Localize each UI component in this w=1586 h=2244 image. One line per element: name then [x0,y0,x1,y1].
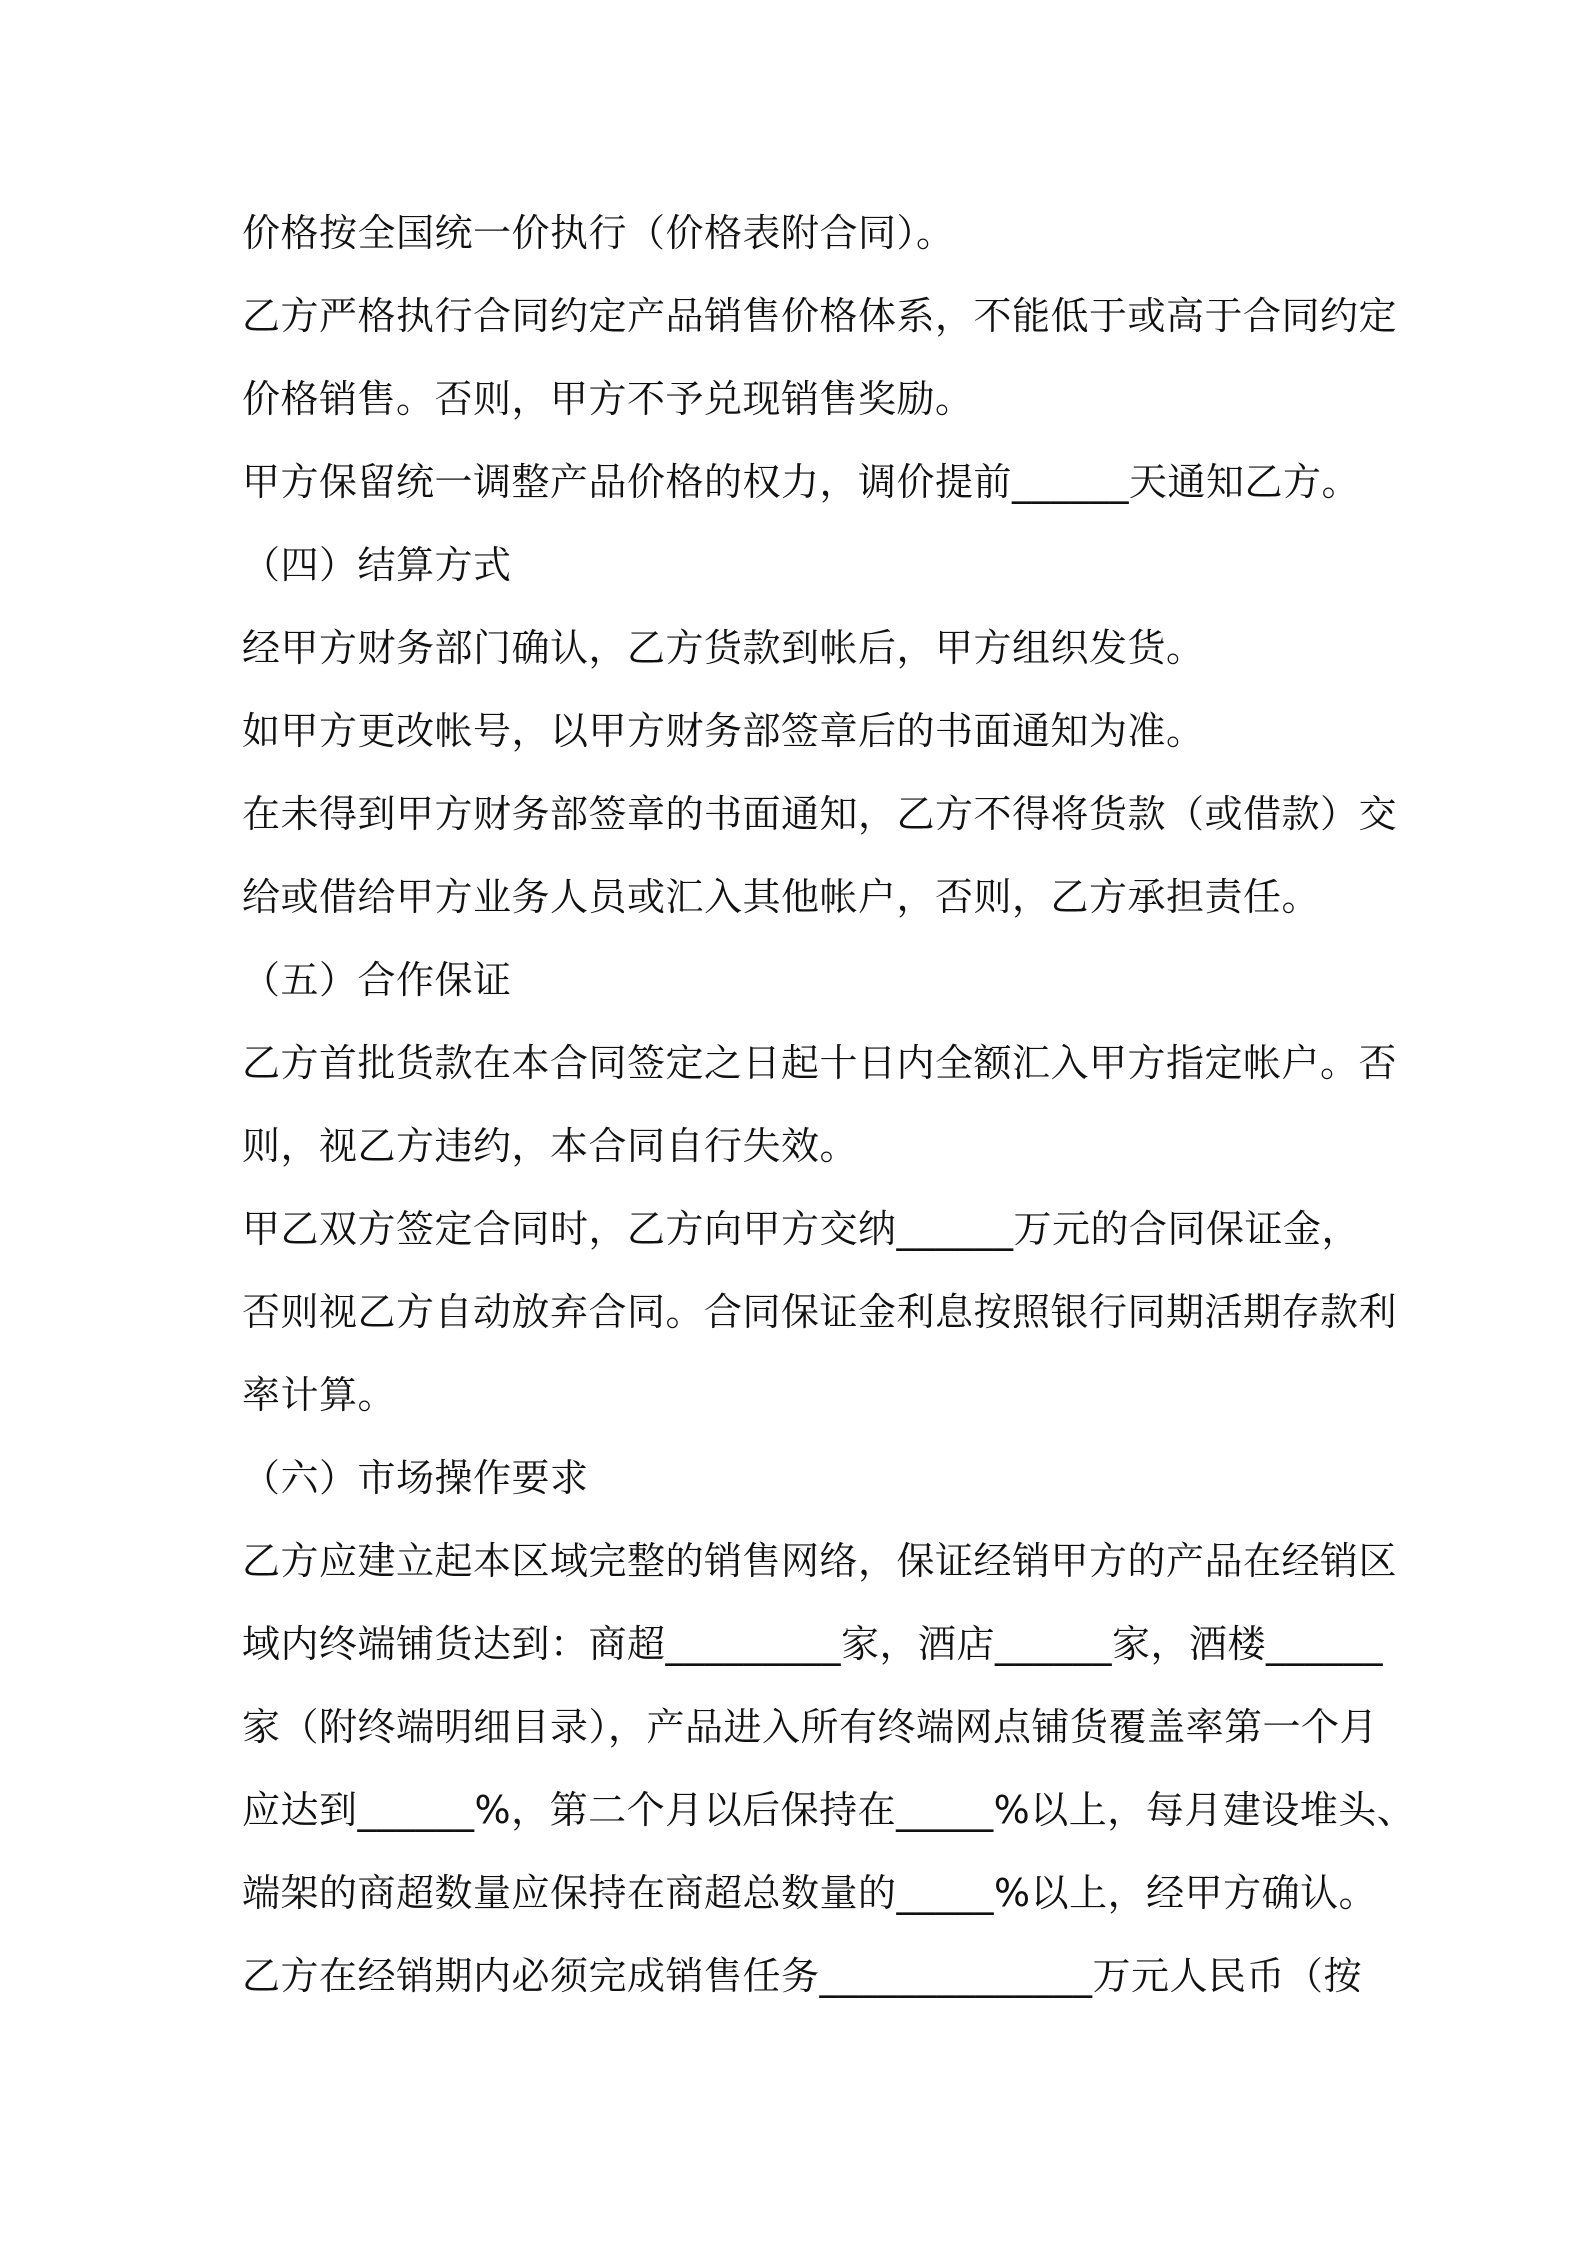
text-line-14: 否则视乙方自动放弃合同。合同保证金利息按照银行同期活期存款利 [242,1290,1398,1334]
text-line-12: 则，视乙方违约，本合同自行失效。 [242,1124,859,1168]
text-line-19: 家（附终端明细目录），产品进入所有终端网点铺货覆盖率第一个月 [242,1705,1379,1749]
text-line-22: 乙方在经销期内必须完成销售任务______________万元人民币（按 [242,1954,1363,1998]
text-line-1: 价格按全国统一价执行（价格表附合同）。 [242,211,955,255]
text-line-9: 给或借给甲方业务人员或汇入其他帐户，否则，乙方承担责任。 [242,875,1321,919]
text-line-20: 应达到______%，第二个月以后保持在_____%以上，每月建设堆头、 [242,1788,1416,1832]
text-line-7: 如甲方更改帐号，以甲方财务部签章后的书面通知为准。 [242,709,1205,753]
section-heading-5: （五）合作保证 [242,958,512,1002]
text-line-13: 甲乙双方签定合同时，乙方向甲方交纳______万元的合同保证金， [242,1207,1361,1251]
text-line-3: 价格销售。否则，甲方不予兑现销售奖励。 [242,377,974,421]
text-line-2: 乙方严格执行合同约定产品销售价格体系，不能低于或高于合同约定 [242,294,1398,338]
text-line-8: 在未得到甲方财务部签章的书面通知，乙方不得将货款（或借款）交 [242,792,1398,836]
section-heading-4: （四）结算方式 [242,543,512,587]
text-line-17: 乙方应建立起本区域完整的销售网络，保证经销甲方的产品在经销区 [242,1539,1398,1583]
text-line-15: 率计算。 [242,1373,397,1417]
text-line-4: 甲方保留统一调整产品价格的权力，调价提前______天通知乙方。 [242,460,1361,504]
text-line-18: 域内终端铺货达到：商超_________家，酒店______家，酒楼______ [242,1622,1384,1666]
text-line-6: 经甲方财务部门确认，乙方货款到帐后，甲方组织发货。 [242,626,1205,670]
section-heading-6: （六）市场操作要求 [242,1456,589,1500]
text-line-21: 端架的商超数量应保持在商超总数量的_____%以上，经甲方确认。 [242,1871,1378,1915]
text-line-11: 乙方首批货款在本合同签定之日起十日内全额汇入甲方指定帐户。否 [242,1041,1398,1085]
